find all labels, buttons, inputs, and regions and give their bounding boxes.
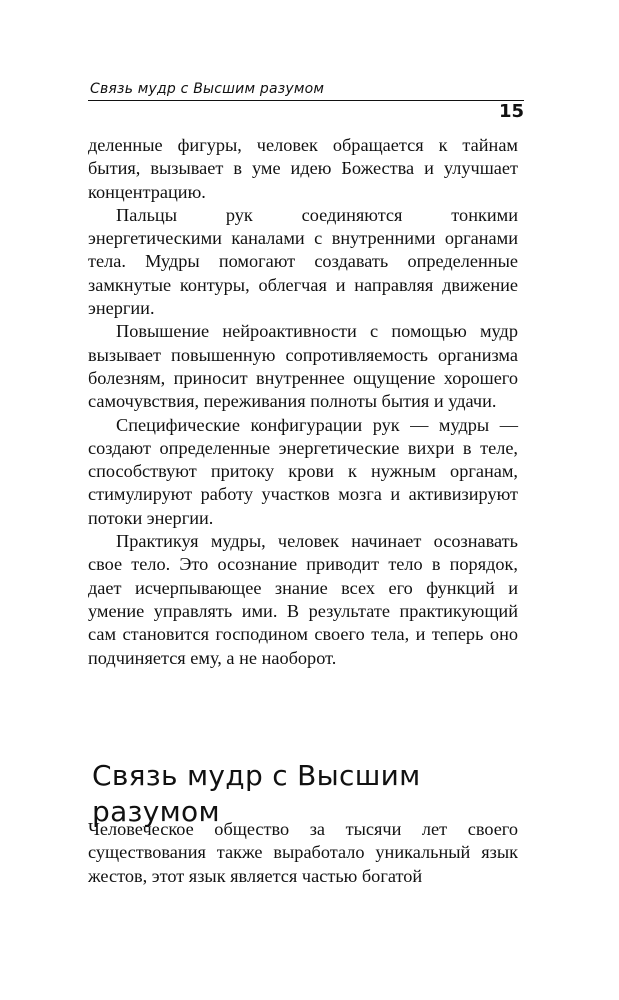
section-text <box>88 818 518 888</box>
running-title: Связь мудр с Высшим разумом <box>90 81 325 97</box>
running-header <box>88 80 524 101</box>
body-text <box>88 134 518 670</box>
paragraph: Практикуя мудры, человек начинает осознавать свое тело. Это осознание приводит тело в порядок, дает исчерпывающее знание всех его функций и умение управлять ими. В результате практикующий сам становится господином своего тела, и теперь оно подчиняется ему, а не наоборот. <box>88 531 518 668</box>
paragraph: Пальцы рук соединяются тонкими энергетическими каналами с внутренними органами тела. Мудры помогают создавать определенные замкнутые контуры, облегчая и направляя движение энергии. <box>88 204 518 319</box>
paragraph: Повышение нейроактивности с помощью мудр вызывает повышенную сопротивляемость организма болезням, приносит внутреннее ощущение хорошего самочувствия, переживания полноты бытия и удачи. <box>88 321 518 412</box>
paragraph: деленные фигуры, человек обращается к тайнам бытия, вызывает в уме идею Божества и улучшает концентрацию. <box>88 135 518 202</box>
paragraph: Специфические конфигурации рук — мудры — создают определенные энергетические вихри в теле, способствуют притоку крови к нужным органам, стимулируют работу участков мозга и активизируют потоки энергии. <box>88 414 518 528</box>
section-heading: Связь мудр с Высшим разумом <box>92 759 421 828</box>
paragraph: Человеческое общество за тысячи лет своего существования также выработало уникальный язык жестов, этот язык является частью богатой <box>88 819 518 886</box>
page-number: 15 <box>498 101 524 122</box>
